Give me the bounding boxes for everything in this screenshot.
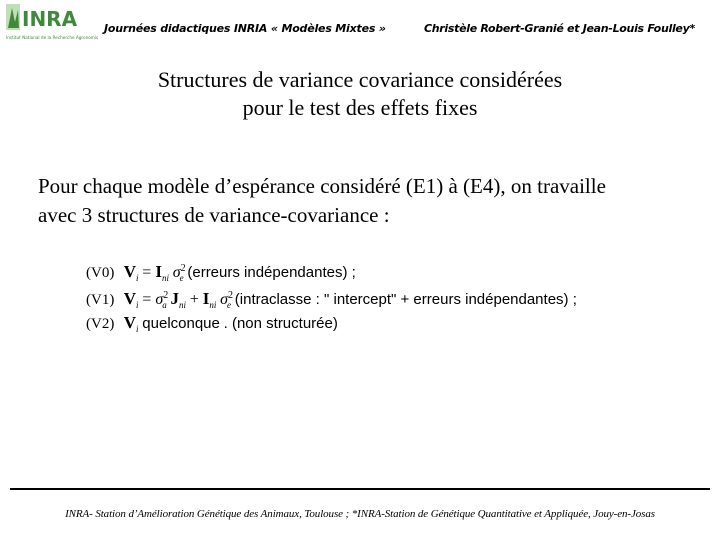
structure-v0 [86, 256, 356, 282]
inra-logo [6, 4, 98, 42]
j-sub: ni [178, 300, 186, 310]
footer-affiliations: INRA- Station d’Amélioration Génétique des Animaux, Toulouse ; *INRA-Station de Génétique Quantitative et Appliquée, Jouy-en-Josas [65, 508, 655, 520]
logo-caption: Institut National de la Recherche Agronomique [6, 35, 98, 40]
identity-matrix: I [155, 262, 162, 281]
matrix-v: V [123, 289, 137, 308]
plus-sign: + [189, 291, 203, 308]
structure-tag: (V1) [86, 292, 115, 308]
structure-desc: . (non structurée) [223, 315, 338, 332]
equals-sign: = [142, 264, 156, 281]
identity-matrix: I [202, 289, 210, 308]
sigma-sub: e [227, 300, 232, 310]
intro-line-2: avec 3 structures de variance-covariance : [38, 203, 390, 227]
sigma-a-symbol: σ [155, 291, 164, 308]
header-event: Journées didactiques INRIA « Modèles Mixtes » [104, 22, 386, 35]
inra-logo-graphic [6, 4, 98, 42]
logo-wordmark: INRA [22, 7, 78, 31]
identity-sub: ni [161, 273, 169, 283]
header-authors: Christèle Robert-Granié et Jean-Louis Foulley* [424, 22, 695, 35]
sigma-a-sup: 2 [163, 290, 169, 301]
structure-desc: (intraclasse : " intercept" + erreurs indépendantes) ; [234, 291, 577, 308]
intro-line-1: Pour chaque modèle d’espérance considéré (E1) à (E4), on travaille [38, 174, 606, 198]
structure-kind: quelconque [142, 315, 220, 332]
structure-v1 [86, 283, 577, 309]
title-line-1: Structures de variance covariance considérées [157, 67, 563, 92]
sigma-sup: 2 [180, 263, 186, 274]
intro-paragraph [38, 172, 708, 230]
structure-tag: (V0) [86, 265, 115, 281]
structure-desc: (erreurs indépendantes) ; [187, 264, 356, 281]
footer-divider [10, 488, 710, 490]
structure-tag: (V2) [86, 316, 115, 332]
title-line-2: pour le test des effets fixes [242, 95, 478, 120]
matrix-j: J [170, 289, 179, 308]
matrix-v: V [123, 262, 137, 281]
index-sub: i [136, 300, 139, 310]
identity-sub: ni [209, 300, 217, 310]
sigma-sup: 2 [228, 290, 234, 301]
index-sub: i [136, 273, 139, 283]
sigma-sub: e [179, 273, 184, 283]
slide-title [0, 66, 720, 122]
index-sub: i [136, 324, 139, 334]
sigma-symbol: σ [220, 291, 229, 308]
sigma-symbol: σ [172, 264, 181, 281]
sigma-a-sub: a [162, 300, 167, 310]
equals-sign: = [142, 291, 156, 308]
matrix-v: V [123, 313, 137, 332]
structure-v2 [86, 310, 338, 336]
